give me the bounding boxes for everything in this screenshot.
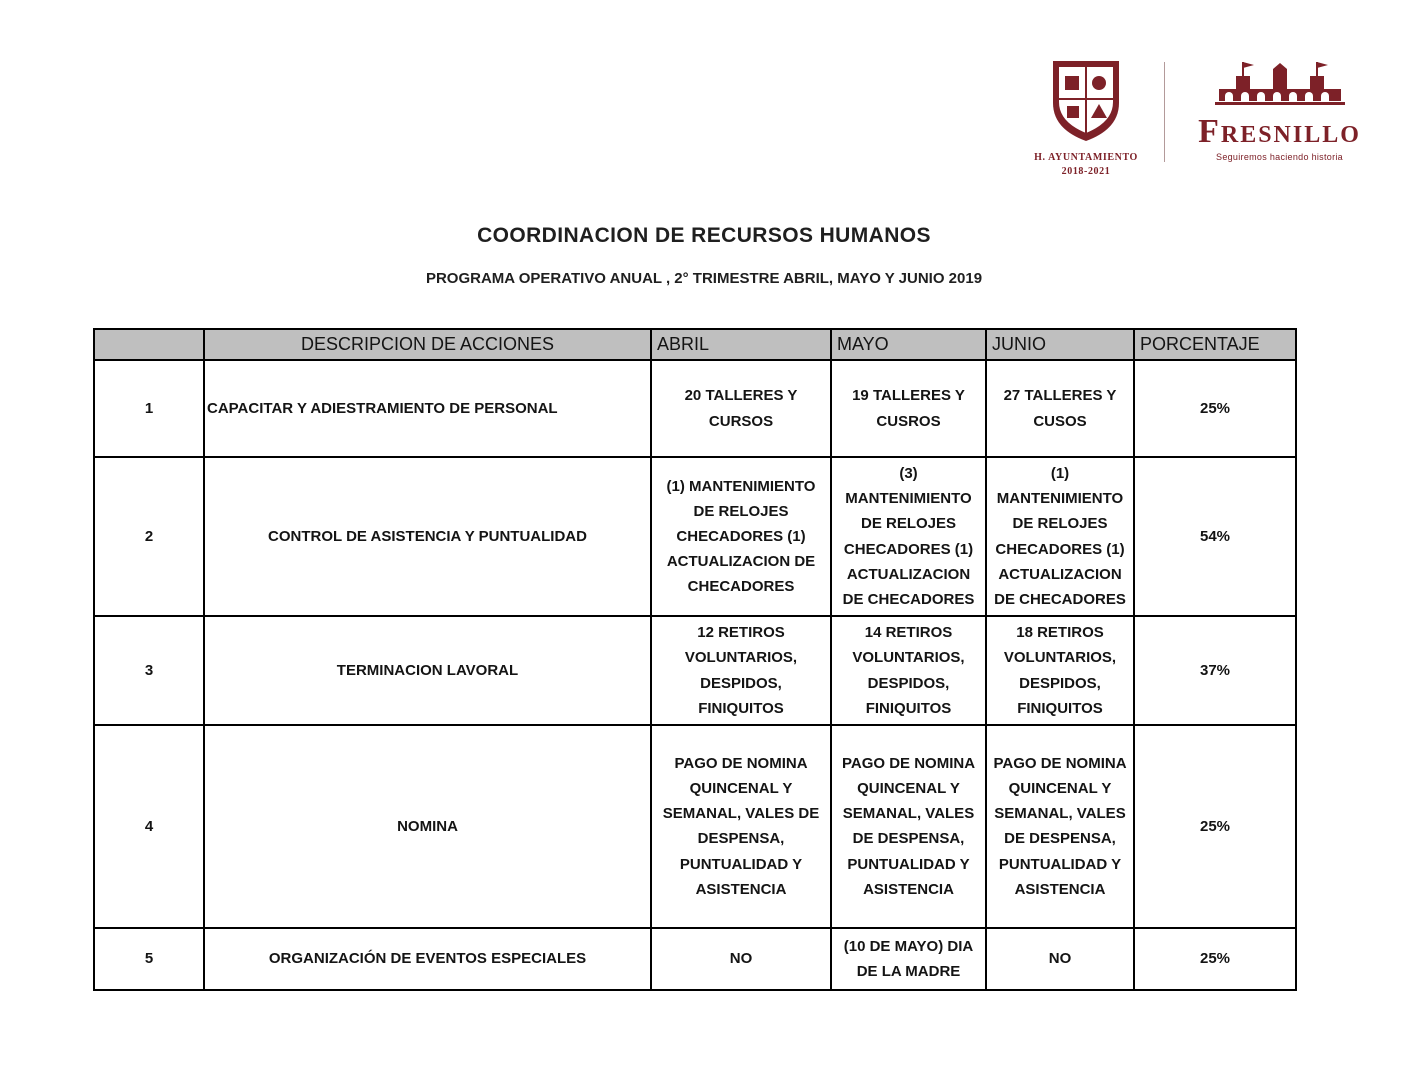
porcentaje-cell: 25% [1134,928,1296,990]
descripcion-cell: ORGANIZACIÓN DE EVENTOS ESPECIALES [204,928,651,990]
logo-divider [1164,62,1165,162]
junio-cell: 27 TALLERES Y CUSOS [986,360,1134,457]
row-number-cell: 1 [94,360,204,457]
descripcion-cell: CONTROL DE ASISTENCIA Y PUNTUALIDAD [204,457,651,616]
document-header [1030,58,1372,178]
header-descripcion: DESCRIPCION DE ACCIONES [204,329,651,360]
abril-cell: NO [651,928,831,990]
mayo-cell: PAGO DE NOMINA QUINCENAL Y SEMANAL, VALES DE DESPENSA, PUNTUALIDAD Y ASISTENCIA [831,725,986,928]
row-number-cell: 3 [94,616,204,725]
crest-caption-line2: 2018-2021 [1061,165,1111,177]
porcentaje-cell: 37% [1134,616,1296,725]
row-number-cell: 2 [94,457,204,616]
header-junio: JUNIO [986,329,1134,360]
table-body [94,360,1296,990]
mayo-cell: 19 TALLERES Y CUSROS [831,360,986,457]
table-row [94,457,1296,616]
junio-cell: 18 RETIROS VOLUNTARIOS, DESPIDOS, FINIQUITOS [986,616,1134,725]
porcentaje-cell: 25% [1134,360,1296,457]
crest-caption-line1: H. AYUNTAMIENTO [1034,152,1138,163]
header-abril: ABRIL [651,329,831,360]
header-mayo: MAYO [831,329,986,360]
row-number-cell: 5 [94,928,204,990]
abril-cell: (1) MANTENIMIENTO DE RELOJES CHECADORES (1) ACTUALIZACION DE CHECADORES [651,457,831,616]
junio-cell: NO [986,928,1134,990]
descripcion-cell: CAPACITAR Y ADIESTRAMIENTO DE PERSONAL [204,360,651,457]
table-row [94,725,1296,928]
table-row [94,928,1296,990]
porcentaje-cell: 25% [1134,725,1296,928]
abril-cell: 12 RETIROS VOLUNTARIOS, DESPIDOS, FINIQUITOS [651,616,831,725]
junio-cell: PAGO DE NOMINA QUINCENAL Y SEMANAL, VALES DE DESPENSA, PUNTUALIDAD Y ASISTENCIA [986,725,1134,928]
header-num-cell [94,329,204,360]
table-row [94,360,1296,457]
abril-cell: PAGO DE NOMINA QUINCENAL Y SEMANAL, VALES DE DESPENSA, PUNTUALIDAD Y ASISTENCIA [651,725,831,928]
row-number-cell: 4 [94,725,204,928]
crest-shield-icon [1047,131,1125,148]
brand-tagline: Seguiremos haciendo historia [1216,152,1343,162]
abril-cell: 20 TALLERES Y CURSOS [651,360,831,457]
descripcion-cell: TERMINACION LAVORAL [204,616,651,725]
programa-operativo-table [93,328,1297,991]
junio-cell: (1) MANTENIMIENTO DE RELOJES CHECADORES (1) ACTUALIZACION DE CHECADORES [986,457,1134,616]
page-subtitle: PROGRAMA OPERATIVO ANUAL , 2° TRIMESTRE ABRIL, MAYO Y JUNIO 2019 [425,270,983,287]
table-row [94,616,1296,725]
mayo-cell: 14 RETIROS VOLUNTARIOS, DESPIDOS, FINIQUITOS [831,616,986,725]
mayo-cell: (10 DE MAYO) DIA DE LA MADRE [831,928,986,990]
page-title: COORDINACION DE RECURSOS HUMANOS [477,224,931,247]
aqueduct-icon [1213,95,1347,112]
header-porcentaje: PORCENTAJE [1134,329,1296,360]
brand-wordmark: Fresnillo [1198,113,1361,150]
porcentaje-cell: 54% [1134,457,1296,616]
fresnillo-logo [1187,58,1372,162]
ayuntamiento-crest [1030,58,1142,178]
mayo-cell: (3) MANTENIMIENTO DE RELOJES CHECADORES (1) ACTUALIZACION DE CHECADORES [831,457,986,616]
table-header [94,329,1296,360]
descripcion-cell: NOMINA [204,725,651,928]
